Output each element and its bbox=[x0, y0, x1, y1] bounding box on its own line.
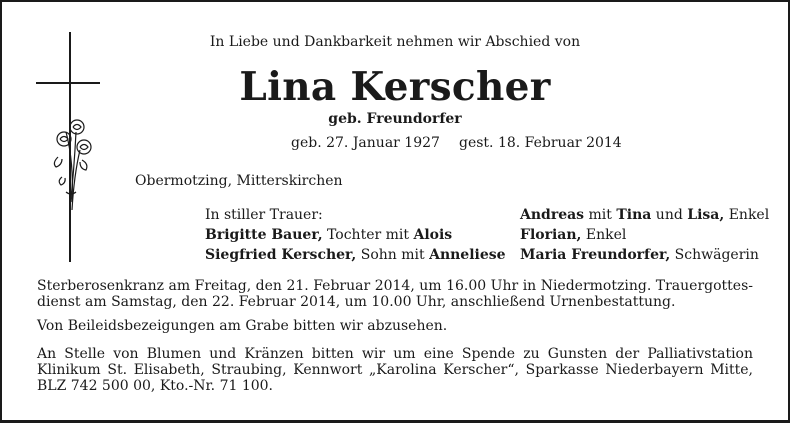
mourners-left bbox=[205, 205, 506, 265]
mourner-name: Brigitte Bauer, bbox=[205, 227, 323, 243]
mourner-name: Florian, bbox=[520, 227, 582, 243]
maiden-name: geb. Freundorfer bbox=[328, 111, 462, 127]
mourner-text: und bbox=[651, 207, 688, 223]
mourner-line bbox=[520, 205, 769, 225]
mourner-name: Alois bbox=[413, 227, 453, 243]
mourner-text: In stiller Trauer: bbox=[205, 207, 323, 223]
mourner-text: Tochter mit bbox=[322, 227, 414, 243]
death-date: gest. 18. Februar 2014 bbox=[459, 135, 622, 151]
mourner-line bbox=[205, 205, 506, 225]
deceased-name: Lina Kerscher bbox=[239, 64, 551, 110]
mourner-text: Schwägerin bbox=[670, 247, 759, 263]
mourner-text: Sohn mit bbox=[356, 247, 430, 263]
mourner-line bbox=[520, 245, 769, 265]
mourner-name: Tina bbox=[616, 207, 652, 223]
mourner-name: Siegfried Kerscher, bbox=[205, 247, 357, 263]
mourners-right bbox=[520, 205, 769, 265]
donation-note: An Stelle von Blumen und Kränzen bitten wir um eine Spende zu Gunsten der Palliativstation Klinikum St. Elisabeth, Straubing, Kennwort „Karolina Kerscher“, Sparkasse Niederbayern Mitte, BLZ 742 500 00, Kto.-Nr. 71 100. bbox=[37, 346, 753, 394]
mourner-text: mit bbox=[584, 207, 617, 223]
place: Obermotzing, Mitterskirchen bbox=[135, 173, 343, 189]
birth-date: geb. 27. Januar 1927 bbox=[291, 135, 440, 151]
condolence-note: Von Beileidsbezeigungen am Grabe bitten wir abzusehen. bbox=[37, 318, 448, 334]
mourner-line bbox=[520, 225, 769, 245]
mourner-name: Lisa, bbox=[687, 207, 725, 223]
mourner-line bbox=[205, 225, 506, 245]
mourner-name: Maria Freundorfer, bbox=[520, 247, 671, 263]
mourner-name: Anneliese bbox=[429, 247, 506, 263]
mourner-line bbox=[205, 245, 506, 265]
mourner-text: Enkel bbox=[724, 207, 770, 223]
intro-text: In Liebe und Dankbarkeit nehmen wir Abschied von bbox=[209, 34, 581, 50]
mourner-text: Enkel bbox=[581, 227, 627, 243]
rosary-service-info: Sterberosenkranz am Freitag, den 21. Februar 2014, um 16.00 Uhr in Niedermotzing. Trauergottes-dienst am Samstag, den 22. Februar 2014, um 10.00 Uhr, anschließend Urnenbestattung. bbox=[37, 278, 753, 310]
mourner-name: Andreas bbox=[520, 207, 585, 223]
